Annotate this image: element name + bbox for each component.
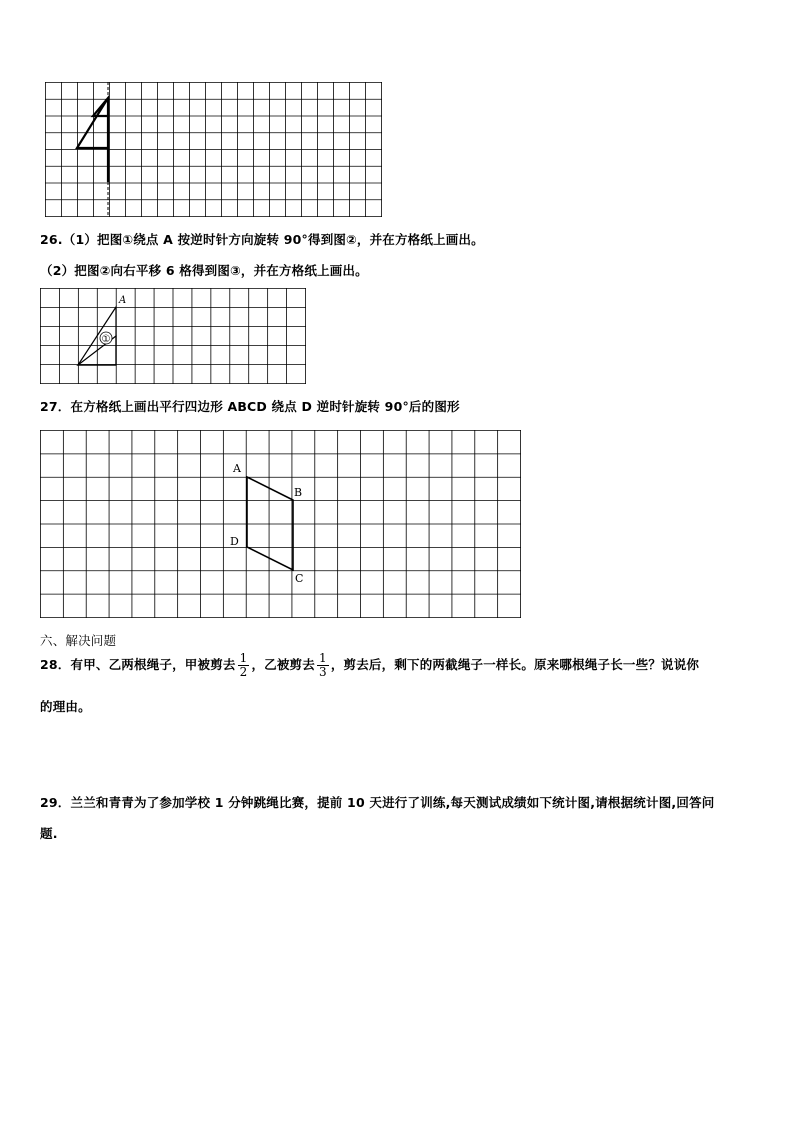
- section6-title: 六、解决问题: [40, 633, 117, 648]
- q26-grid: [40, 288, 306, 384]
- fraction-half: [238, 652, 250, 679]
- q28-middle: ，乙被剪去: [251, 657, 315, 672]
- q26-part1: 26.（1）把图①绕点 A 按逆时针方向旋转 90°得到图②，并在方格纸上画出。: [40, 232, 484, 247]
- q28-line1: [40, 652, 699, 679]
- q29-line1: 29．兰兰和青青为了参加学校 1 分钟跳绳比赛，提前 10 天进行了训练,每天测试成绩如下统计图,请根据统计图,回答问: [40, 795, 715, 810]
- point-a-label: A: [119, 295, 127, 306]
- fraction-half-num: 1: [239, 651, 248, 665]
- top-grid: [45, 82, 382, 217]
- fraction-third-den: 3: [318, 665, 327, 679]
- figure-1-label: ①: [101, 334, 111, 345]
- vertex-a-label: A: [233, 462, 241, 475]
- vertex-d-label: D: [230, 535, 239, 548]
- q28-after: ，剪去后，剩下的两截绳子一样长。原来哪根绳子长一些？说说你: [330, 657, 700, 672]
- q26-part2: （2）把图②向右平移 6 格得到图③，并在方格纸上画出。: [40, 263, 368, 278]
- fraction-third: [317, 652, 329, 679]
- fraction-half-den: 2: [239, 665, 248, 679]
- q27-grid: [40, 430, 521, 618]
- parallelogram-abcd: [247, 477, 293, 570]
- q28-line2: 的理由。: [40, 699, 91, 714]
- q28-before: 28．有甲、乙两根绳子，甲被剪去: [40, 657, 236, 672]
- vertex-b-label: B: [294, 486, 303, 499]
- q27-text: 27．在方格纸上画出平行四边形 ABCD 绕点 D 逆时针旋转 90°后的图形: [40, 399, 460, 414]
- vertex-c-label: C: [295, 572, 304, 585]
- fraction-third-num: 1: [318, 651, 327, 665]
- top-figure: [77, 98, 108, 148]
- top-grid-lines: [45, 82, 382, 217]
- q29-line2: 题.: [40, 826, 58, 841]
